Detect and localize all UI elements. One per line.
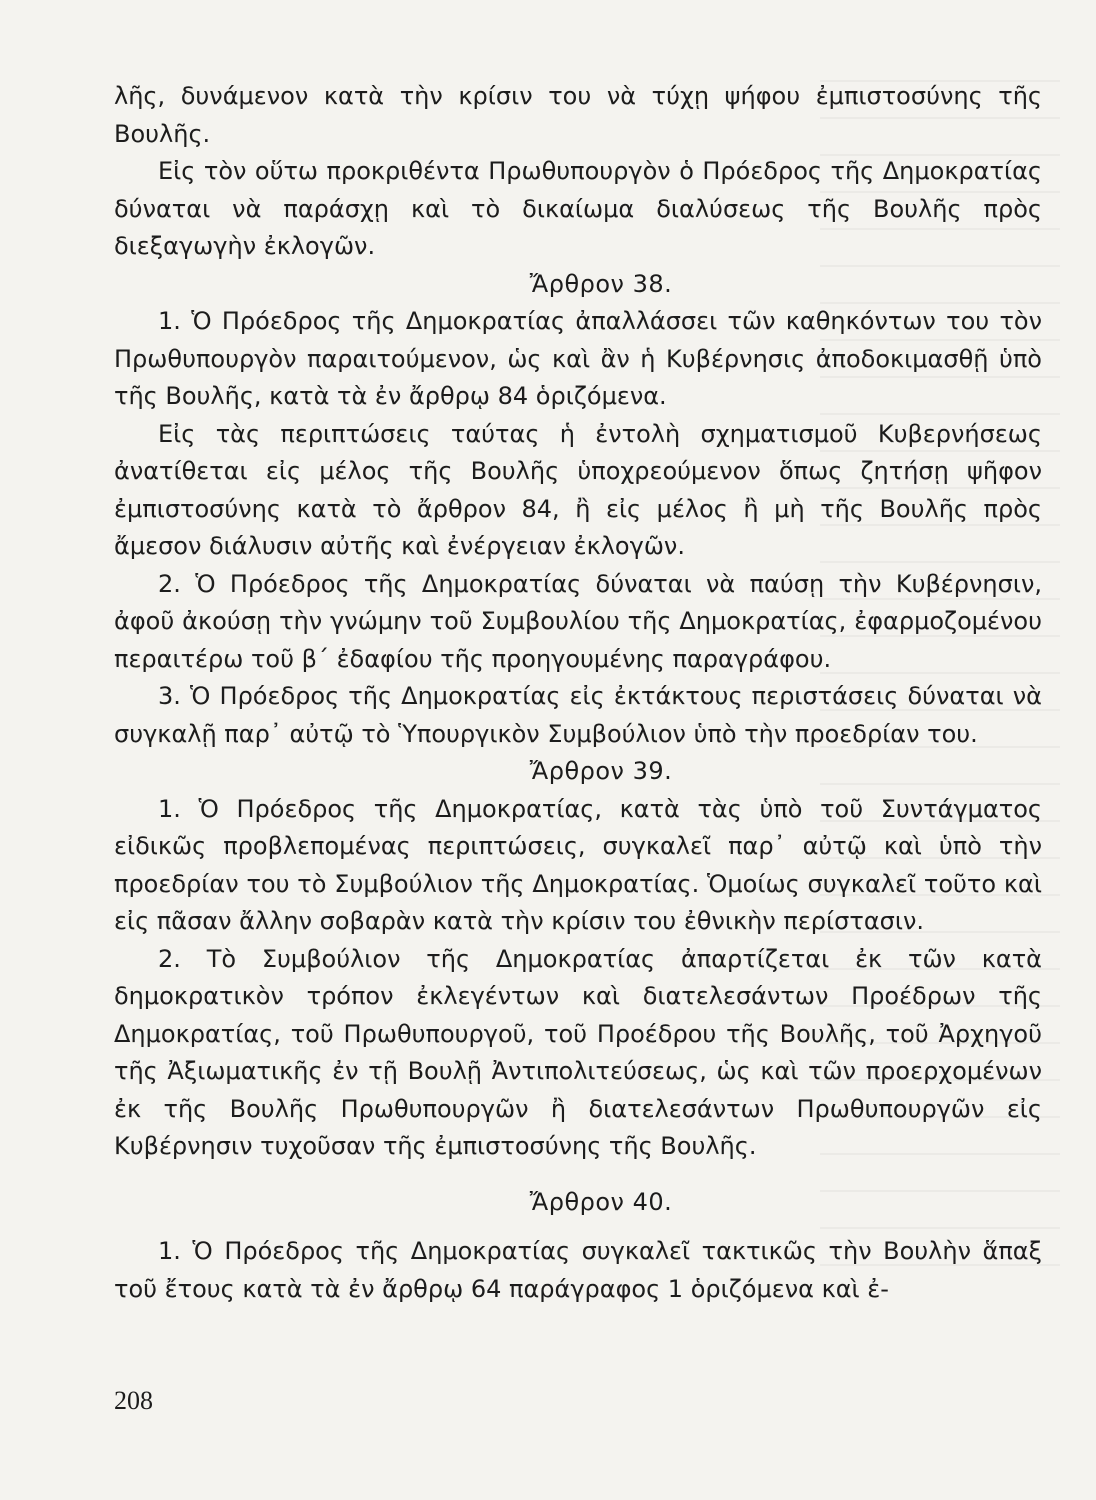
article-heading-38: Ἄρθρον 38. [529, 269, 673, 298]
article-heading-39: Ἄρθρον 39. [529, 757, 673, 785]
article-heading-40: Ἄρθρον 40. [529, 1187, 673, 1216]
paragraph: 1. Ὁ Πρόεδρος τῆς Δημοκρατίας ἀπαλλάσσει τῶν καθηκόντων του τὸν Πρωθυπουργὸν παραιτούμενον, ὡς καὶ ἂν ἡ Κυβέρνησις ἀποδοκιμασθῇ ὑπὸ τῆς Βουλῆς, κατὰ τὰ ἐν ἄρθρῳ 84 ὁριζόμενα. [114, 307, 1042, 410]
body-text [114, 78, 1042, 1308]
paragraph: 2. Τὸ Συμβούλιον τῆς Δημοκρατίας ἀπαρτίζεται ἐκ τῶν κατὰ δημοκρατικὸν τρόπον ἐκλεγέντων καὶ διατελεσάντων Προέδρων τῆς Δημοκρατίας, τοῦ Πρωθυπουργοῦ, τοῦ Προέδρου τῆς Βουλῆς, τοῦ Ἀρχηγοῦ τῆς Ἀξιωματικῆς ἐν τῇ Βουλῇ Ἀντιπολιτεύσεως, ὡς καὶ τῶν προερχομένων ἐκ τῆς Βουλῆς Πρωθυπουργῶν ἢ διατελεσάντων Πρωθυπουργῶν εἰς Κυβέρνησιν τυχοῦσαν τῆς ἐμπιστοσύνης τῆς Βουλῆς. [114, 944, 1042, 1160]
paragraph: 3. Ὁ Πρόεδρος τῆς Δημοκρατίας εἰς ἐκτάκτους περιστάσεις δύναται νὰ συγκαλῇ παρ᾽ αὐτῷ τὸ Ὑπουργικὸν Συμβούλιον ὑπὸ τὴν προεδρίαν του. [114, 682, 1042, 748]
page-number: 208 [114, 1386, 153, 1415]
paragraph: 1. Ὁ Πρόεδρος τῆς Δημοκρατίας, κατὰ τὰς ὑπὸ τοῦ Συντάγματος εἰδικῶς προβλεπομένας περιπτώσεις, συγκαλεῖ παρ᾽ αὐτῷ καὶ ὑπὸ τὴν προεδρίαν του τὸ Συμβούλιον τῆς Δημοκρατίας. Ὁμοίως συγκαλεῖ τοῦτο καὶ εἰς πᾶσαν ἄλλην σοβαρὰν κατὰ τὴν κρίσιν του ἐθνικὴν περίστασιν. [114, 794, 1042, 935]
paragraph: 1. Ὁ Πρόεδρος τῆς Δημοκρατίας συγκαλεῖ τακτικῶς τὴν Βουλὴν ἅπαξ τοῦ ἔτους κατὰ τὰ ἐν ἄρθρῳ 64 παράγραφος 1 ὁριζόμενα καὶ ἐ- [114, 1237, 1042, 1303]
paragraph: 2. Ὁ Πρόεδρος τῆς Δημοκρατίας δύναται νὰ παύσῃ τὴν Κυβέρνησιν, ἀφοῦ ἀκούσῃ τὴν γνώμην τοῦ Συμβουλίου τῆς Δημοκρατίας, ἐφαρμοζομένου περαιτέρω τοῦ β΄ ἐδαφίου τῆς προηγουμένης παραγράφου. [114, 569, 1042, 673]
paragraph: λῆς, δυνάμενον κατὰ τὴν κρίσιν του νὰ τύχῃ ψήφου ἐμπιστοσύνης τῆς Βουλῆς. [114, 82, 1042, 148]
paragraph: Εἰς τὰς περιπτώσεις ταύτας ἡ ἐντολὴ σχηματισμοῦ Κυβερνήσεως ἀνατίθεται εἰς μέλος τῆς Βουλῆς ὑποχρεούμενον ὅπως ζητήσῃ ψῆφον ἐμπιστοσύνης κατὰ τὸ ἄρθρον 84, ἢ εἰς μέλος ἢ μὴ τῆς Βουλῆς πρὸς ἄμεσον διάλυσιν αὐτῆς καὶ ἐνέργειαν ἐκλογῶν. [114, 419, 1042, 560]
paragraph: Εἰς τὸν οὕτω προκριθέντα Πρωθυπουργὸν ὁ Πρόεδρος τῆς Δημοκρατίας δύναται νὰ παράσχῃ καὶ τὸ δικαίωμα διαλύσεως τῆς Βουλῆς πρὸς διεξαγωγὴν ἐκλογῶν. [114, 157, 1042, 260]
